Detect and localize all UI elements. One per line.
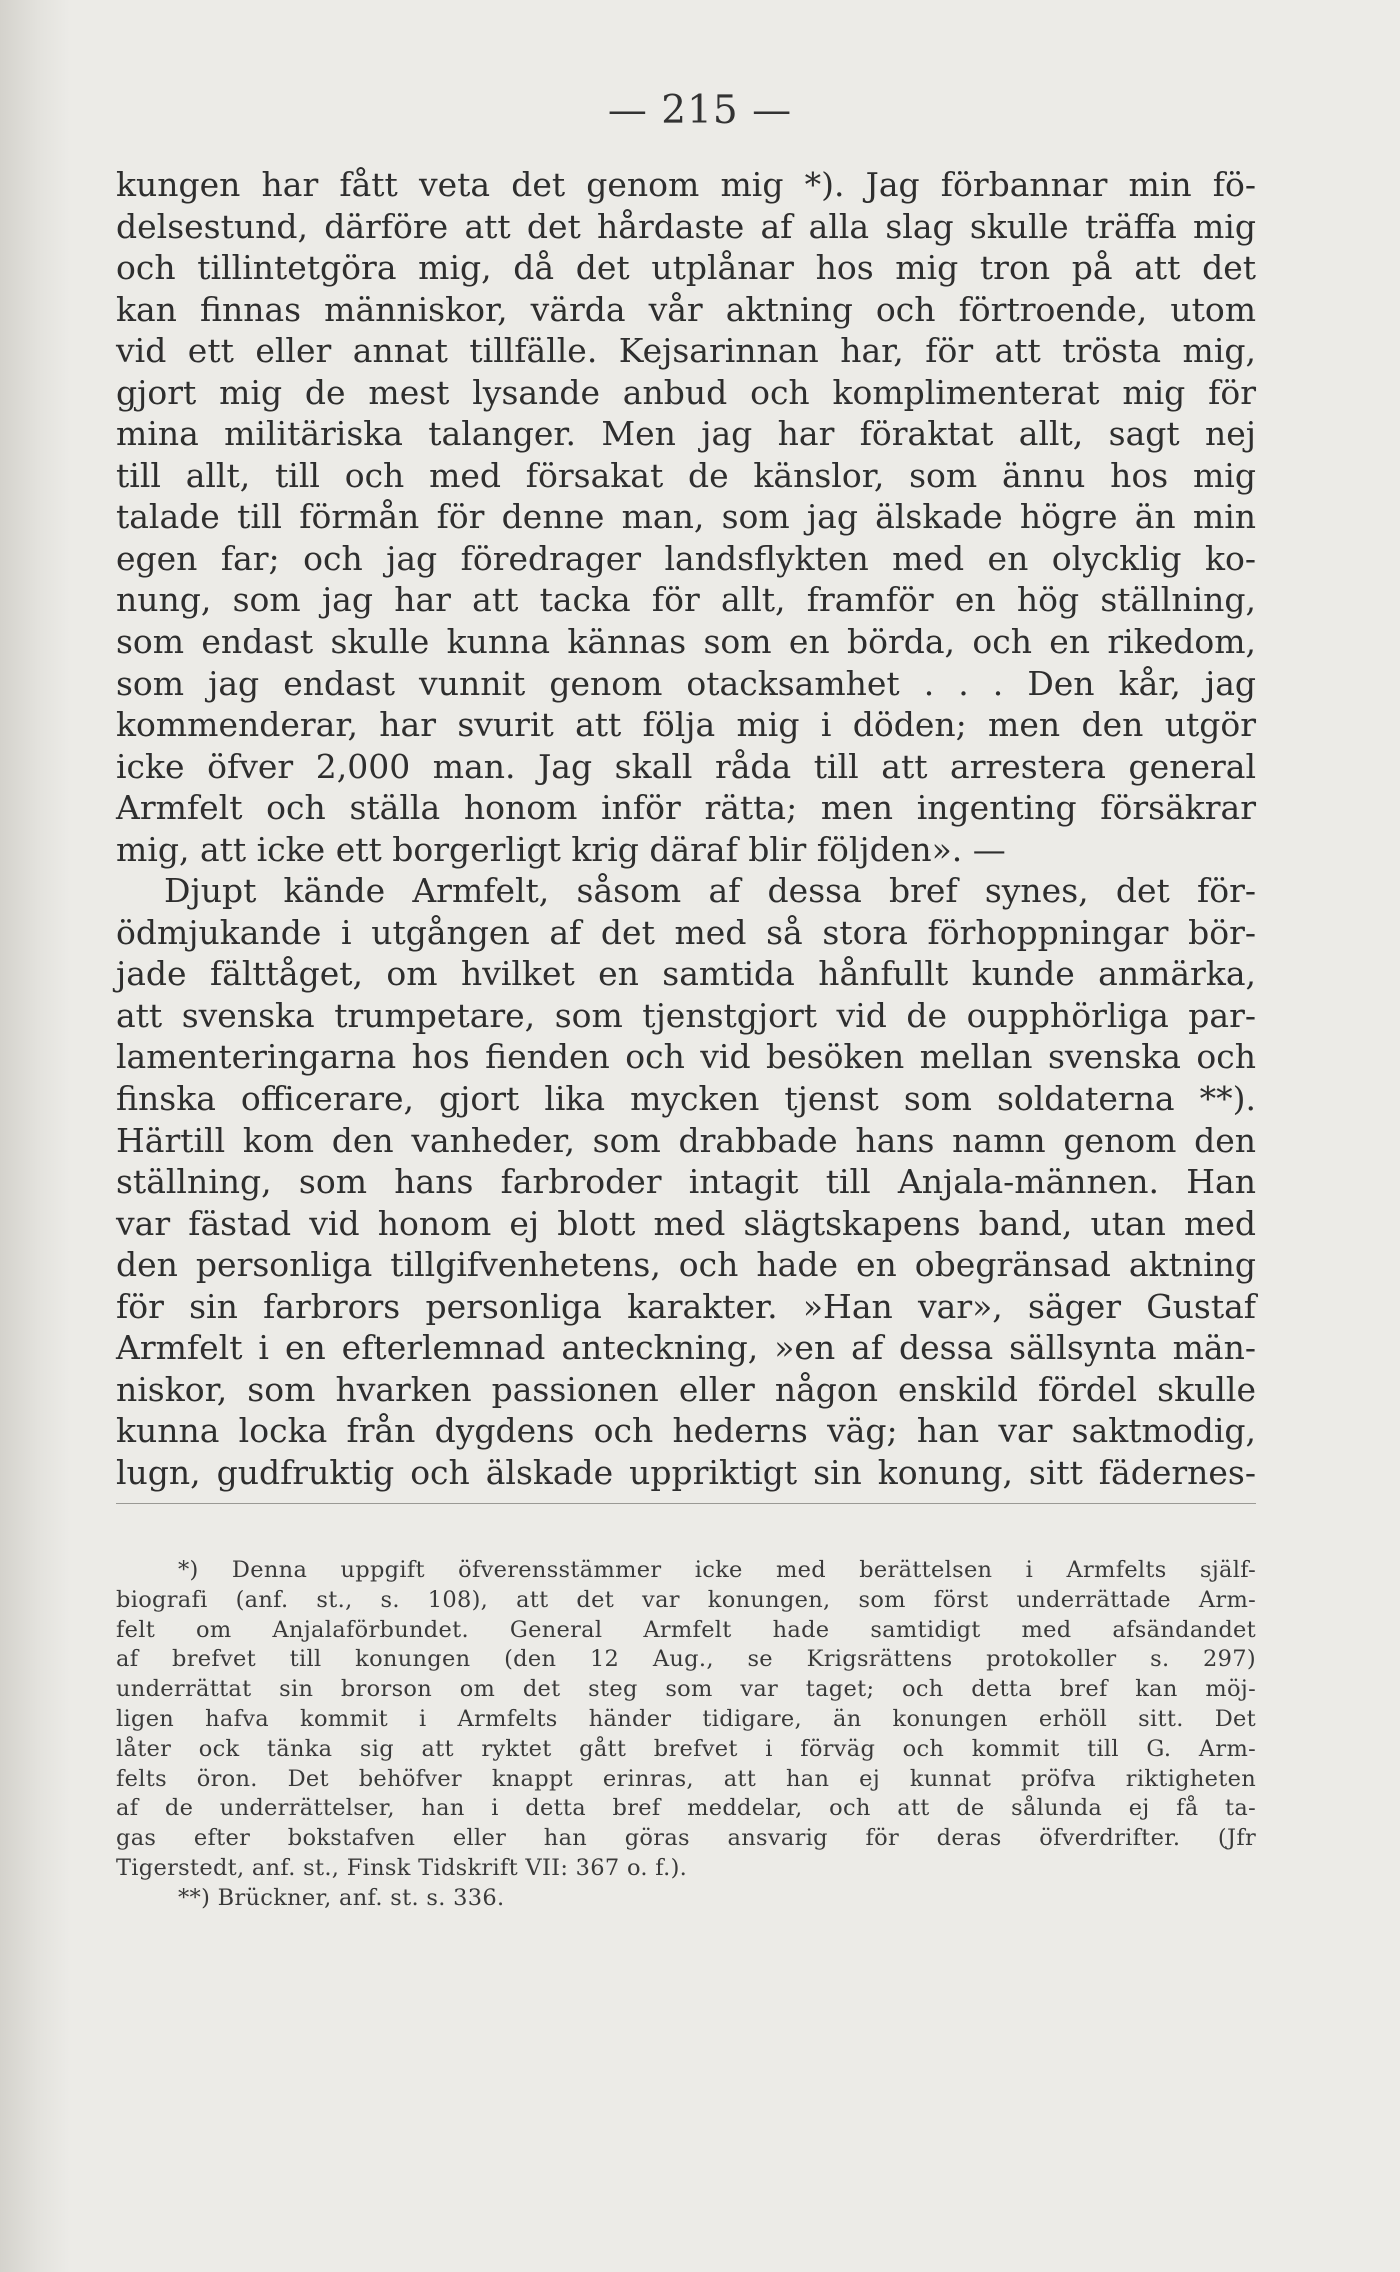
text-line: som endast skulle kunna kännas som en börda, och en rikedom,: [116, 622, 1256, 662]
text-line: Armfelt i en efterlemnad anteckning, »en af dessa sällsynta män-: [116, 1328, 1256, 1368]
text-line: delsestund, därföre att det hårdaste af alla slag skulle träffa mig: [116, 206, 1256, 246]
text-line: och tillintetgöra mig, då det utplånar hos mig tron på att det: [116, 248, 1256, 288]
footnote-line: gas efter bokstafven eller han göras ansvarig för deras öfverdrifter. (Jfr: [116, 1825, 1256, 1852]
footnote-line: af de underrättelser, han i detta bref meddelar, och att de sålunda ej få ta-: [116, 1795, 1256, 1822]
text-line: Härtill kom den vanheder, som drabbade hans namn genom den: [116, 1120, 1256, 1160]
text-line: ställning, som hans farbroder intagit till Anjala-männen. Han: [116, 1162, 1256, 1202]
footnote-line: felt om Anjalaförbundet. General Armfelt hade samtidigt med afsändandet: [116, 1616, 1256, 1643]
text-line: som jag endast vunnit genom otacksamhet . . . Den kår, jag: [116, 663, 1256, 703]
text-line: niskor, som hvarken passionen eller någon enskild fördel skulle: [116, 1369, 1256, 1409]
text-line: mig, att icke ett borgerligt krig däraf blir följden». —: [116, 829, 1006, 869]
footnote-line: underrättat sin brorson om det steg som var taget; och detta bref kan möj-: [116, 1676, 1256, 1703]
text-line: lamenteringarna hos fienden och vid besöken mellan svenska och: [116, 1037, 1256, 1077]
text-line: att svenska trumpetare, som tjenstgjort vid de oupphörliga par-: [116, 995, 1256, 1035]
footnote-line: felts öron. Det behöfver knappt erinras, att han ej kunnat pröfva riktigheten: [116, 1765, 1256, 1792]
footnote-line: Tigerstedt, anf. st., Finsk Tidskrift VII: 367 o. f.).: [116, 1854, 688, 1881]
text-line: kungen har fått veta det genom mig *). Jag förbannar min fö-: [116, 165, 1256, 204]
text-line: var fästad vid honom ej blott med slägtskapens band, utan med: [116, 1203, 1256, 1243]
text-line: egen far; och jag föredrager landsflykten med en olycklig ko-: [116, 538, 1256, 578]
text-line: jade fälttåget, om hvilket en samtida hånfullt kunde anmärka,: [116, 954, 1256, 994]
footnote-line: **) Brückner, anf. st. s. 336.: [178, 1884, 505, 1911]
text-line: kunna locka från dygdens och hederns väg; han var saktmodig,: [116, 1411, 1256, 1451]
text-line: ödmjukande i utgången af det med så stora förhoppningar bör-: [116, 912, 1256, 952]
text-line: finska officerare, gjort lika mycken tjenst som soldaterna **).: [116, 1079, 1256, 1119]
text-line: vid ett eller annat tillfälle. Kejsarinnan har, för att trösta mig,: [116, 331, 1256, 371]
footnote-line: ligen hafva kommit i Armfelts händer tidigare, än konungen erhöll sitt. Det: [116, 1705, 1256, 1732]
text-line: kommenderar, har svurit att följa mig i döden; men den utgör: [116, 705, 1256, 745]
text-line: gjort mig de mest lysande anbud och komplimenterat mig för: [116, 372, 1256, 412]
text-line: Armfelt och ställa honom inför rätta; men ingenting försäkrar: [116, 788, 1256, 828]
footnote-line: af brefvet till konungen (den 12 Aug., se Krigsrättens protokoller s. 297): [116, 1646, 1256, 1673]
text-line: till allt, till och med försakat de känslor, som ännu hos mig: [116, 455, 1256, 495]
footnote-divider: [116, 1503, 1256, 1504]
footnote-line: biografi (anf. st., s. 108), att det var konungen, som först underrättade Arm-: [116, 1586, 1256, 1613]
text-line: Djupt kände Armfelt, såsom af dessa bref synes, det för-: [164, 871, 1256, 911]
footnote-line: låter ock tänka sig att ryktet gått brefvet i förväg och kommit till G. Arm-: [116, 1735, 1256, 1762]
text-line: den personliga tillgifvenhetens, och hade en obegränsad aktning: [116, 1245, 1256, 1285]
text-line: mina militäriska talanger. Men jag har föraktat allt, sagt nej: [116, 414, 1256, 454]
text-line: lugn, gudfruktig och älskade uppriktigt sin konung, sitt fädernes-: [116, 1452, 1256, 1492]
footnotes: [116, 1556, 1256, 1914]
footnote-line: *) Denna uppgift öfverensstämmer icke med berättelsen i Armfelts själf-: [178, 1557, 1256, 1583]
text-line: talade till förmån för denne man, som jag älskade högre än min: [116, 497, 1256, 537]
main-text: [116, 164, 1256, 1494]
text-line: kan finnas människor, värda vår aktning och förtroende, utom: [116, 289, 1256, 329]
text-line: nung, som jag har att tacka för allt, framför en hög ställning,: [116, 580, 1256, 620]
text-line: för sin farbrors personliga karakter. »Han var», säger Gustaf: [116, 1286, 1256, 1326]
page-number: — 215 —: [607, 88, 793, 133]
text-line: icke öfver 2,000 man. Jag skall råda till att arrestera general: [116, 746, 1256, 786]
